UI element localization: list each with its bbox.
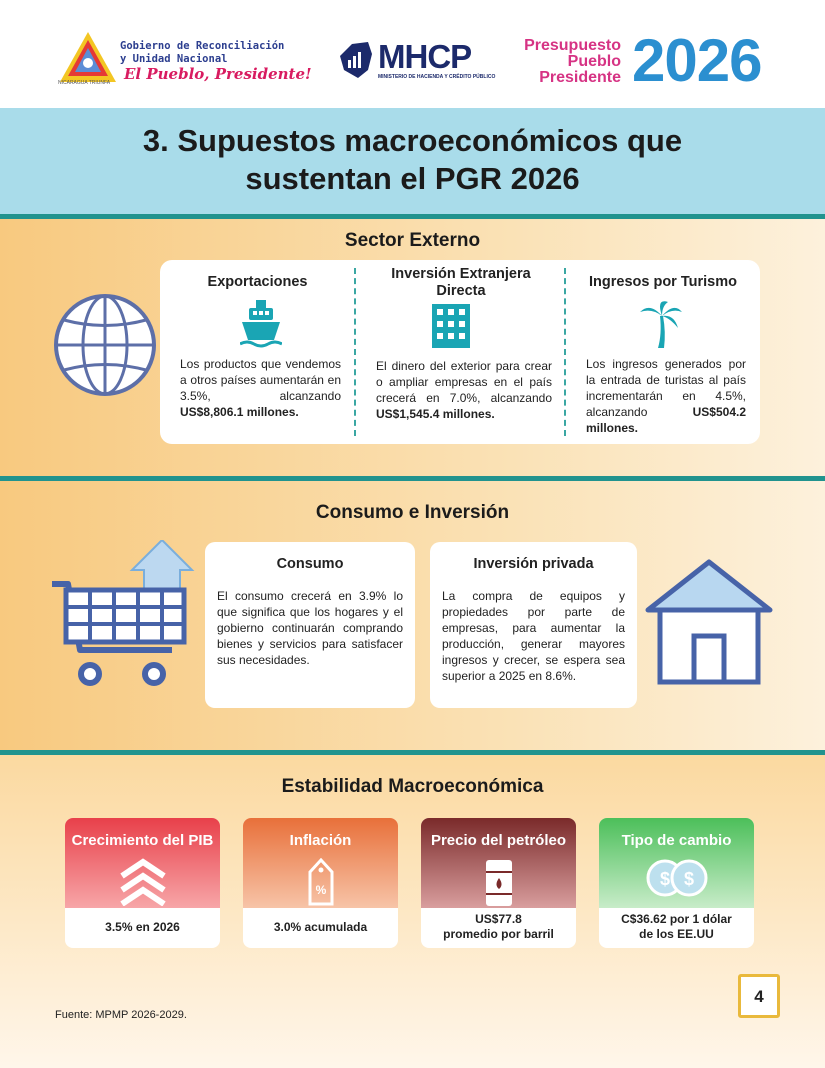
pib-title: Crecimiento del PIB bbox=[71, 832, 214, 849]
mhcp-logo bbox=[338, 38, 496, 86]
mhcp-subtitle: MINISTERIO DE HACIENDA Y CRÉDITO PÚBLICO bbox=[378, 74, 496, 80]
ied-title bbox=[356, 266, 566, 300]
header bbox=[0, 0, 825, 108]
ied-title-line1: Inversión Extranjera bbox=[391, 266, 531, 282]
inversion-privada-card bbox=[430, 542, 637, 708]
chevrons-up-icon bbox=[118, 858, 168, 906]
consumo-title: Consumo bbox=[276, 556, 344, 572]
consumo-card bbox=[205, 542, 415, 708]
page-title bbox=[0, 122, 825, 198]
tipo-cambio-header bbox=[599, 818, 754, 908]
exportaciones-column bbox=[160, 260, 355, 444]
consumo-text: El consumo crecerá en 3.9% lo que significa que los hogares y el gobierno continuarán comprando bienes y servicios para satisfacer sus necesidades. bbox=[217, 589, 403, 667]
tipo-cambio-value-area bbox=[599, 908, 754, 948]
year-label: 2026 bbox=[632, 27, 762, 94]
globe-icon bbox=[52, 293, 158, 397]
petroleo-box bbox=[421, 818, 576, 948]
inversion-privada-text: La compra de equipos y propiedades por parte de empresas, para aumentar la producción, generar mayores ingresos y crecer, se espera sea superior a 2025 en 8.6%. bbox=[442, 589, 625, 683]
ied-text bbox=[376, 358, 552, 422]
petroleo-unit: promedio por barril bbox=[443, 927, 554, 941]
consumo-inversion-title: Consumo e Inversión bbox=[315, 502, 510, 523]
turismo-column bbox=[566, 260, 760, 444]
sector-externo-card bbox=[160, 260, 760, 444]
tipo-cambio-title: Tipo de cambio bbox=[621, 832, 732, 849]
inversion-privada-title: Inversión privada bbox=[473, 556, 594, 572]
mhcp-title: MHCP bbox=[378, 38, 472, 75]
turismo-body: Los ingresos generados por la entrada de turistas al país incrementarán en 4.5%, alcanzando bbox=[586, 357, 746, 419]
tipo-cambio-box bbox=[599, 818, 754, 948]
petroleo-value-area bbox=[421, 908, 576, 948]
tipo-cambio-unit: de los EE.UU bbox=[639, 927, 714, 941]
gobierno-line1: Gobierno de Reconciliación bbox=[120, 40, 285, 52]
turismo-text bbox=[586, 356, 746, 436]
presupuesto-label bbox=[515, 38, 621, 86]
ppp-line2: Pueblo bbox=[567, 53, 621, 70]
title-band bbox=[0, 108, 825, 216]
exportaciones-value: US$8,806.1 millones. bbox=[180, 405, 299, 419]
inflacion-box bbox=[243, 818, 398, 948]
page-title-line1: 3. Supuestos macroeconómicos que bbox=[142, 123, 683, 158]
petroleo-title: Precio del petróleo bbox=[430, 832, 567, 849]
turismo-value: US$504.2 millones. bbox=[586, 405, 746, 435]
gobierno-logo bbox=[58, 28, 312, 92]
coins-icon bbox=[645, 858, 709, 898]
exportaciones-text bbox=[180, 356, 341, 420]
page-number: 4 bbox=[754, 987, 764, 1006]
house-icon bbox=[644, 556, 774, 686]
inflacion-header bbox=[243, 818, 398, 908]
oil-barrel-icon bbox=[483, 858, 515, 908]
nicaragua-map-icon bbox=[338, 40, 374, 80]
petroleo-header bbox=[421, 818, 576, 908]
inflacion-value-area bbox=[243, 908, 398, 948]
turismo-title: Ingresos por Turismo bbox=[589, 274, 737, 290]
page-number-badge bbox=[738, 974, 780, 1018]
svg-text:%: % bbox=[315, 883, 326, 897]
exportaciones-title: Exportaciones bbox=[207, 274, 308, 290]
price-tag-icon bbox=[306, 858, 336, 906]
shopping-cart-icon bbox=[52, 540, 197, 690]
building-icon bbox=[432, 304, 470, 348]
ship-icon bbox=[240, 298, 282, 350]
pib-value: 3.5% en 2026 bbox=[105, 920, 180, 934]
page-title-line2: sustentan el PGR 2026 bbox=[245, 161, 580, 196]
sector-externo-title: Sector Externo bbox=[344, 230, 481, 251]
ied-column bbox=[356, 260, 566, 444]
pib-value-area bbox=[65, 908, 220, 948]
gobierno-small-text: NICARAGUA TRIUNFA bbox=[58, 80, 111, 86]
pib-box bbox=[65, 818, 220, 948]
tipo-cambio-value: C$36.62 por 1 dólar bbox=[621, 912, 732, 926]
inflacion-title: Inflación bbox=[289, 832, 352, 849]
ppp-line1: Presupuesto bbox=[524, 37, 621, 54]
ied-value: US$1,545.4 millones. bbox=[376, 407, 495, 421]
gobierno-line2: y Unidad Nacional bbox=[120, 53, 228, 65]
svg-text:$: $ bbox=[659, 869, 670, 889]
ied-body: El dinero del exterior para crear o ampliar empresas en el país crecerá en 7.0%, alcanzando bbox=[376, 359, 552, 405]
estabilidad-title: Estabilidad Macroeconómica bbox=[281, 776, 544, 797]
palm-tree-icon bbox=[640, 300, 682, 350]
svg-text:$: $ bbox=[683, 869, 694, 889]
gobierno-slogan: El Pueblo, Presidente! bbox=[124, 65, 312, 83]
exportaciones-body: Los productos que vendemos a otros países aumentarán en 3.5%, alcanzando bbox=[180, 357, 341, 403]
ied-title-line2: Directa bbox=[436, 283, 486, 299]
gobierno-name bbox=[120, 40, 284, 66]
source-note: Fuente: MPMP 2026-2029. bbox=[55, 1009, 187, 1021]
ppp-line3: Presidente bbox=[539, 69, 621, 86]
inflacion-value: 3.0% acumulada bbox=[273, 920, 368, 934]
pib-header bbox=[65, 818, 220, 908]
petroleo-value: US$77.8 bbox=[475, 912, 522, 926]
